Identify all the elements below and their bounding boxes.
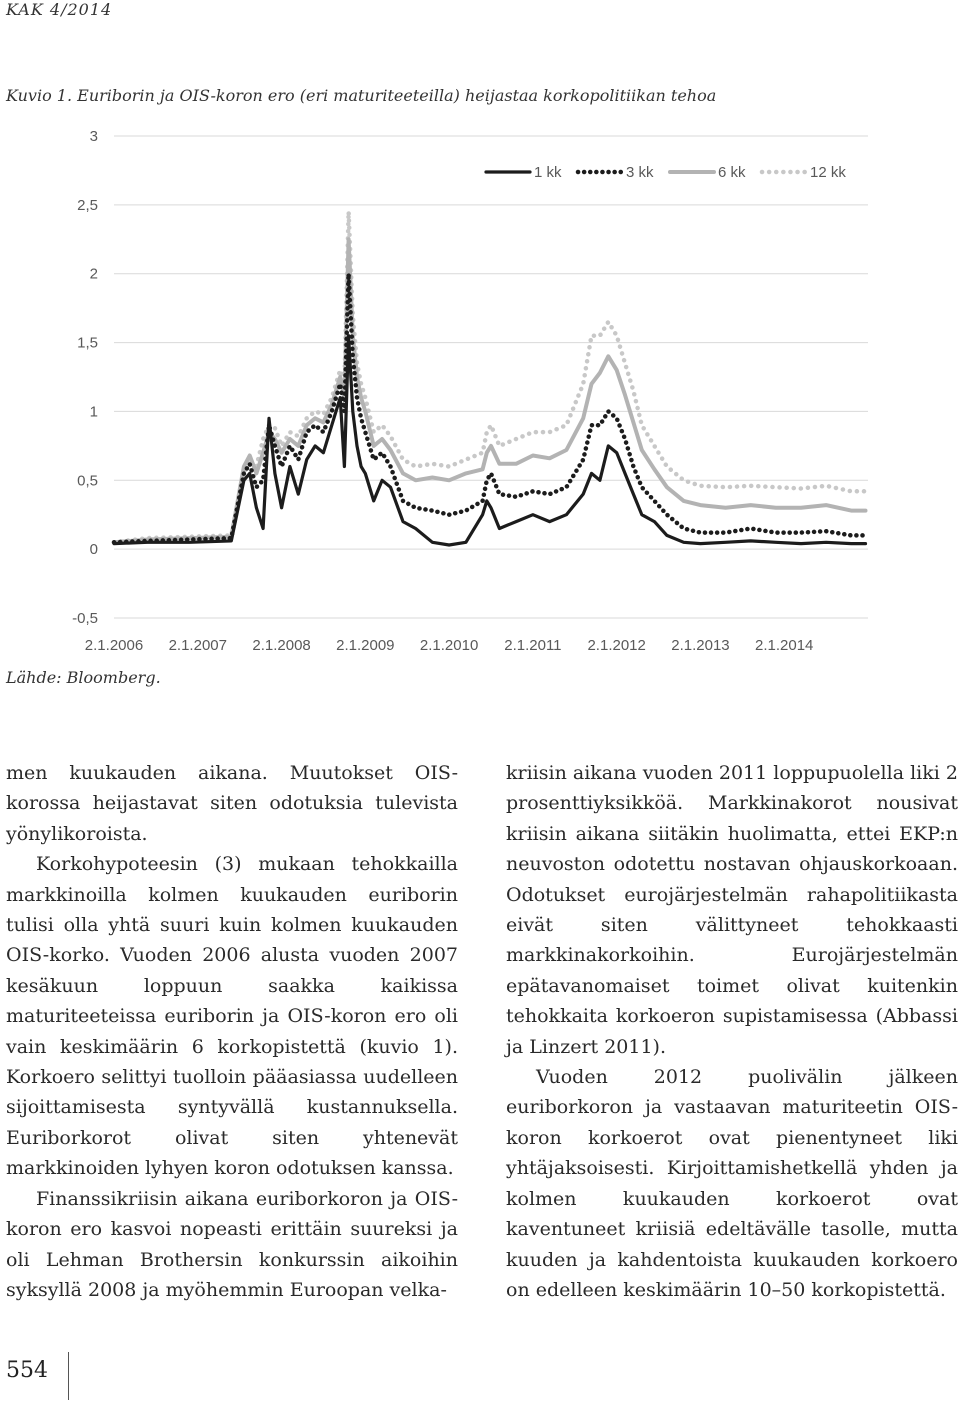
running-head: KAK 4/2014 xyxy=(6,0,113,19)
legend-label: 1 kk xyxy=(534,164,562,181)
figure-source: Lähde: Bloomberg. xyxy=(6,668,161,687)
y-tick-label: -0,5 xyxy=(72,610,98,627)
text-column-left xyxy=(6,758,458,1305)
y-tick-label: 3 xyxy=(89,128,98,145)
page-number-divider xyxy=(68,1352,69,1400)
x-tick-label: 2.1.2013 xyxy=(671,637,730,654)
paragraph: kriisin aikana vuoden 2011 loppupuolella liki 2 prosenttiyksikköä. Markkinakorot nousivat kriisin aikana siitäkin huolimatta, ettei EKP:n neuvoston odotettu nostavan ohjauskorkoaan. Odotukset eurojärjestelmän rahapolitiikasta eivät siten välittyneet tehokkaasti markkinakorkoihin. Eurojärjestelmän epätavanomaiset toimet olivat kuitenkin tehokkaita korkoeron supistamisessa (Abbassi ja Linzert 2011). xyxy=(506,762,958,1058)
series-line-6kk xyxy=(114,239,866,542)
y-tick-label: 2,5 xyxy=(77,196,98,214)
figure-caption: Kuvio 1. Euriborin ja OIS-koron ero (eri maturiteeteilla) heijastaa korkopolitiikan tehoa xyxy=(6,86,717,105)
x-tick-label: 2.1.2010 xyxy=(419,637,479,654)
series-line-3kk xyxy=(114,274,866,543)
line-chart xyxy=(0,110,960,670)
y-tick-label: 0,5 xyxy=(77,472,98,490)
x-tick-label: 2.1.2011 xyxy=(504,637,562,654)
paragraph: Vuoden 2012 puolivälin jälkeen euriborkoron ja vastaavan maturiteetin OIS-koron korkoerot ovat pienentyneet liki yhtäjaksoisesti. Kirjoittamishetkellä yhden ja kolmen kuukauden korkoerot ovat kaventuneet kriisiä edeltävälle tasolle, mutta kuuden ja kahdentoista kuukauden korkoero on edelleen keskimäärin 10–50 korkopistettä. xyxy=(506,1066,958,1301)
y-tick-label: 1,5 xyxy=(77,334,98,352)
series-line-12kk xyxy=(114,212,866,543)
legend-label: 12 kk xyxy=(810,164,846,181)
y-tick-label: 0 xyxy=(89,541,98,559)
x-tick-label: 2.1.2008 xyxy=(252,637,311,654)
paragraph: Korkohypoteesin (3) mukaan tehokkailla markkinoilla kolmen kuukauden euriborin tulisi olla yhtä suuri kuin kolmen kuukauden OIS-korko. Vuoden 2006 alusta vuoden 2007 kesäkuun loppuun saakka kaikissa maturiteeteissa euriborin ja OIS-koron ero oli vain keskimäärin 6 korkopistettä (kuvio 1). Korkoero selittyi tuolloin pääasiassa uudelleen sijoittamisesta syntyvällä kustannuksella. Euriborkorot olivat siten yhtenevät markkinoiden lyhyen koron odotuksen kanssa. xyxy=(6,853,458,1180)
text-column-right xyxy=(506,758,958,1305)
x-tick-label: 2.1.2007 xyxy=(168,637,227,654)
page-number: 554 xyxy=(6,1358,48,1383)
legend-label: 3 kk xyxy=(626,164,654,181)
x-tick-label: 2.1.2014 xyxy=(755,637,814,654)
x-tick-label: 2.1.2012 xyxy=(587,637,646,654)
series-line-1kk xyxy=(114,336,866,545)
x-tick-label: 2.1.2006 xyxy=(84,637,144,654)
y-tick-label: 2 xyxy=(89,265,98,283)
legend-label: 6 kk xyxy=(718,164,746,181)
x-tick-label: 2.1.2009 xyxy=(336,637,395,654)
y-tick-label: 1 xyxy=(89,403,98,421)
paragraph: men kuukauden aikana. Muutokset OIS-korossa heijastavat siten odotuksia tulevista yönylikoroista. xyxy=(6,762,458,845)
paragraph: Finanssikriisin aikana euriborkoron ja OIS-koron ero kasvoi nopeasti erittäin suureksi ja oli Lehman Brothersin konkurssin aikoihin syksyllä 2008 ja myöhemmin Euroopan velka- xyxy=(6,1187,458,1301)
